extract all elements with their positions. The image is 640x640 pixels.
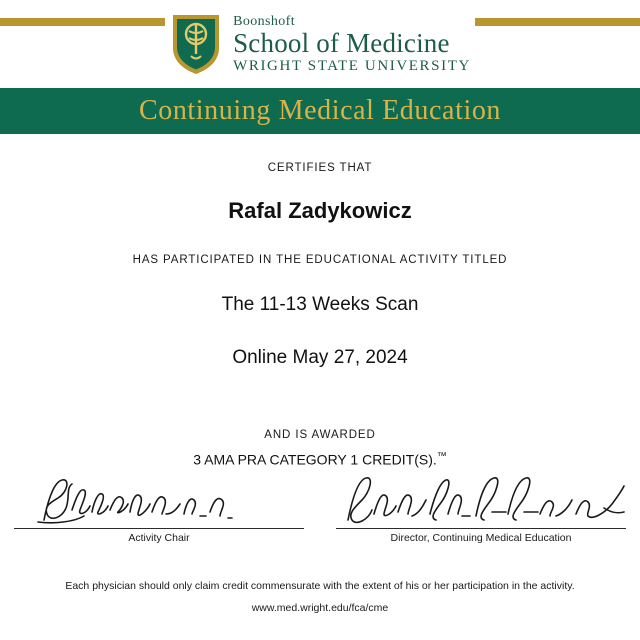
signature-block-chair: [14, 470, 304, 544]
recipient-name: Rafal Zadykowicz: [228, 198, 412, 223]
footer-url: www.med.wright.edu/fca/cme: [251, 602, 389, 614]
awarded-label: AND IS AWARDED: [264, 428, 376, 441]
activity-subtitle: Online May 27, 2024: [232, 347, 408, 369]
signature-block-director: [336, 470, 626, 544]
participated-label: HAS PARTICIPATED IN THE EDUCATIONAL ACTIVITY TITLED: [132, 254, 508, 266]
disclaimer-text: Each physician should only claim credit commensurate with the extent of his or her participation in the activity.: [65, 580, 575, 592]
handwritten-signature-icon: [336, 470, 626, 532]
certificate-body: [0, 134, 640, 468]
gold-rule-right: [465, 18, 640, 26]
credits-text: [0, 451, 640, 468]
certificate-footer: [0, 580, 640, 614]
institution-wordmark: [233, 15, 471, 74]
certifies-label: CERTIFIES THAT: [267, 162, 373, 174]
certificate-header: [0, 0, 640, 88]
credits-value: 3 AMA PRA CATEGORY 1 CREDIT(S).: [193, 451, 437, 468]
activity-title: The 11-13 Weeks Scan: [221, 294, 419, 315]
trademark-symbol: ™: [436, 450, 447, 462]
gold-rule-left: [0, 18, 175, 26]
wordmark-line-3: WRIGHT STATE UNIVERSITY: [233, 57, 471, 74]
wordmark-line-2: School of Medicine: [233, 27, 450, 58]
signature-row: [0, 470, 640, 544]
banner-title: Continuing Medical Education: [138, 95, 502, 126]
handwritten-signature-icon: [14, 470, 304, 532]
wordmark-line-1: Boonshoft: [233, 13, 296, 29]
signature-caption: Director, Continuing Medical Education: [390, 532, 572, 544]
institution-logo: [165, 12, 475, 76]
banner: [0, 88, 640, 134]
caduceus-shield-icon: [169, 12, 223, 76]
signature-caption: Activity Chair: [128, 532, 190, 544]
